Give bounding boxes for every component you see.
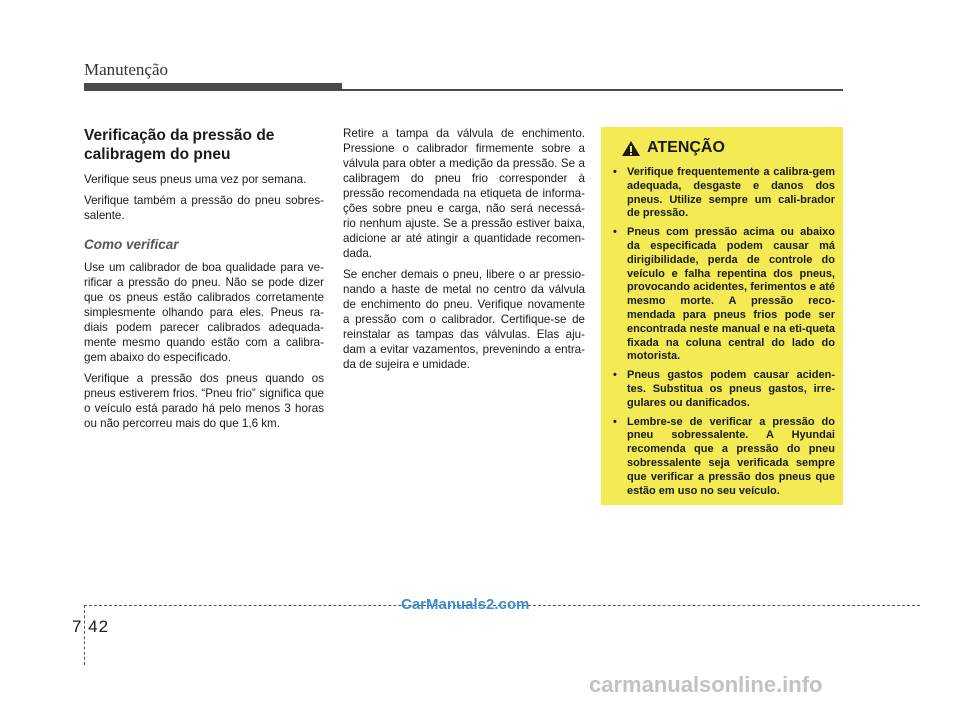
page-number: 7 42 xyxy=(72,617,110,636)
warning-item-text: Lembre-se de verificar a pressão do pneu sobressalente. A Hyundai recomenda que a pressão do pneu sobressalente seja verificada sempre que verificar a pressão dos pneus que estão em uso no seu veículo. xyxy=(627,415,835,497)
bullet: • xyxy=(613,166,617,178)
warning-item-text: Verifique frequentemente a calibra-gem adequada, desgaste e danos dos pneus. Utilize sempre um cali-brador de pressão. xyxy=(627,166,835,220)
section-title: Manutenção xyxy=(84,60,169,79)
header-rule-thin xyxy=(342,89,843,91)
warning-header xyxy=(621,139,835,157)
subsection-heading: Como verificar xyxy=(84,237,179,252)
warning-item xyxy=(611,416,835,499)
warning-triangle-icon xyxy=(621,140,641,157)
intro-paragraph: Verifique seus pneus uma vez por semana. xyxy=(84,173,307,186)
intro-paragraph: Verifique também a pressão do pneu sobres-salente. xyxy=(84,194,324,222)
warning-item xyxy=(611,226,835,364)
header-rule-thick xyxy=(84,83,342,91)
warning-item xyxy=(611,369,835,410)
column-middle xyxy=(343,126,585,378)
body-paragraph: Verifique a pressão dos pneus quando os pneus estiverem frios. “Pneu frio” significa que o veículo está parado há pelo menos 3 horas ou não percorreu mais do que 1,6 km. xyxy=(84,372,324,430)
warning-item-text: Pneus gastos podem causar aciden-tes. Substitua os pneus gastos, irre-gulares ou danificados. xyxy=(627,369,835,409)
warning-item-text: Pneus com pressão acima ou abaixo da especificada podem causar má dirigibilidade, perda de controle do veículo e falha repentina dos pneus, provocando acidentes, ferimentos e até mesmo morte. A pressão reco-mendada para pneus frios pode ser encontrada neste manual e na eti-queta fixada na coluna central do lado do motorista. xyxy=(627,226,835,363)
warning-title: ATENÇÃO xyxy=(647,139,725,156)
body-paragraph: Se encher demais o pneu, libere o ar pressio-nando a haste de metal no centro da válvula de enchimento do pneu. Verifique novamente a pressão com o calibrador. Certifique-se de reinstalar as tampas das válvulas. Elas aju-dam a evitar vazamentos, prevenindo a entra-da de sujeira e umidade. xyxy=(343,268,585,371)
bullet: • xyxy=(613,415,617,428)
column-left xyxy=(84,126,324,437)
watermark-top[interactable]: CarManuals2.com xyxy=(401,596,530,613)
section-heading: Verificação da pressão de calibragem do pneu xyxy=(84,127,275,163)
watermark-bottom[interactable]: carmanualsonline.info xyxy=(589,672,823,697)
bullet: • xyxy=(613,226,617,239)
body-paragraph: Retire a tampa da válvula de enchimento. Pressione o calibrador firmemente sobre a válvula para obter a medição da pressão. Se a calibragem do pneu frio corresponder à pressão recomendada na etiqueta de informa-ções sobre pneu e carga, não será necessá-rio nenhum ajuste. Se a pressão estiver baixa, adicione ar até atingir a quantidade recomen-dada. xyxy=(343,127,585,260)
warning-box xyxy=(601,127,843,505)
bullet: • xyxy=(613,369,617,382)
warning-item xyxy=(611,166,835,221)
body-paragraph: Use um calibrador de boa qualidade para ve-rificar a pressão do pneu. Não se pode dizer que os pneus estão calibrados corretamente simplesmente olhando para eles. Pneus ra-diais podem parecer calibrados adequada-mente mesmo quando estão com a calibra-gem abaixo do especificado. xyxy=(84,261,324,364)
warning-list xyxy=(611,166,835,498)
